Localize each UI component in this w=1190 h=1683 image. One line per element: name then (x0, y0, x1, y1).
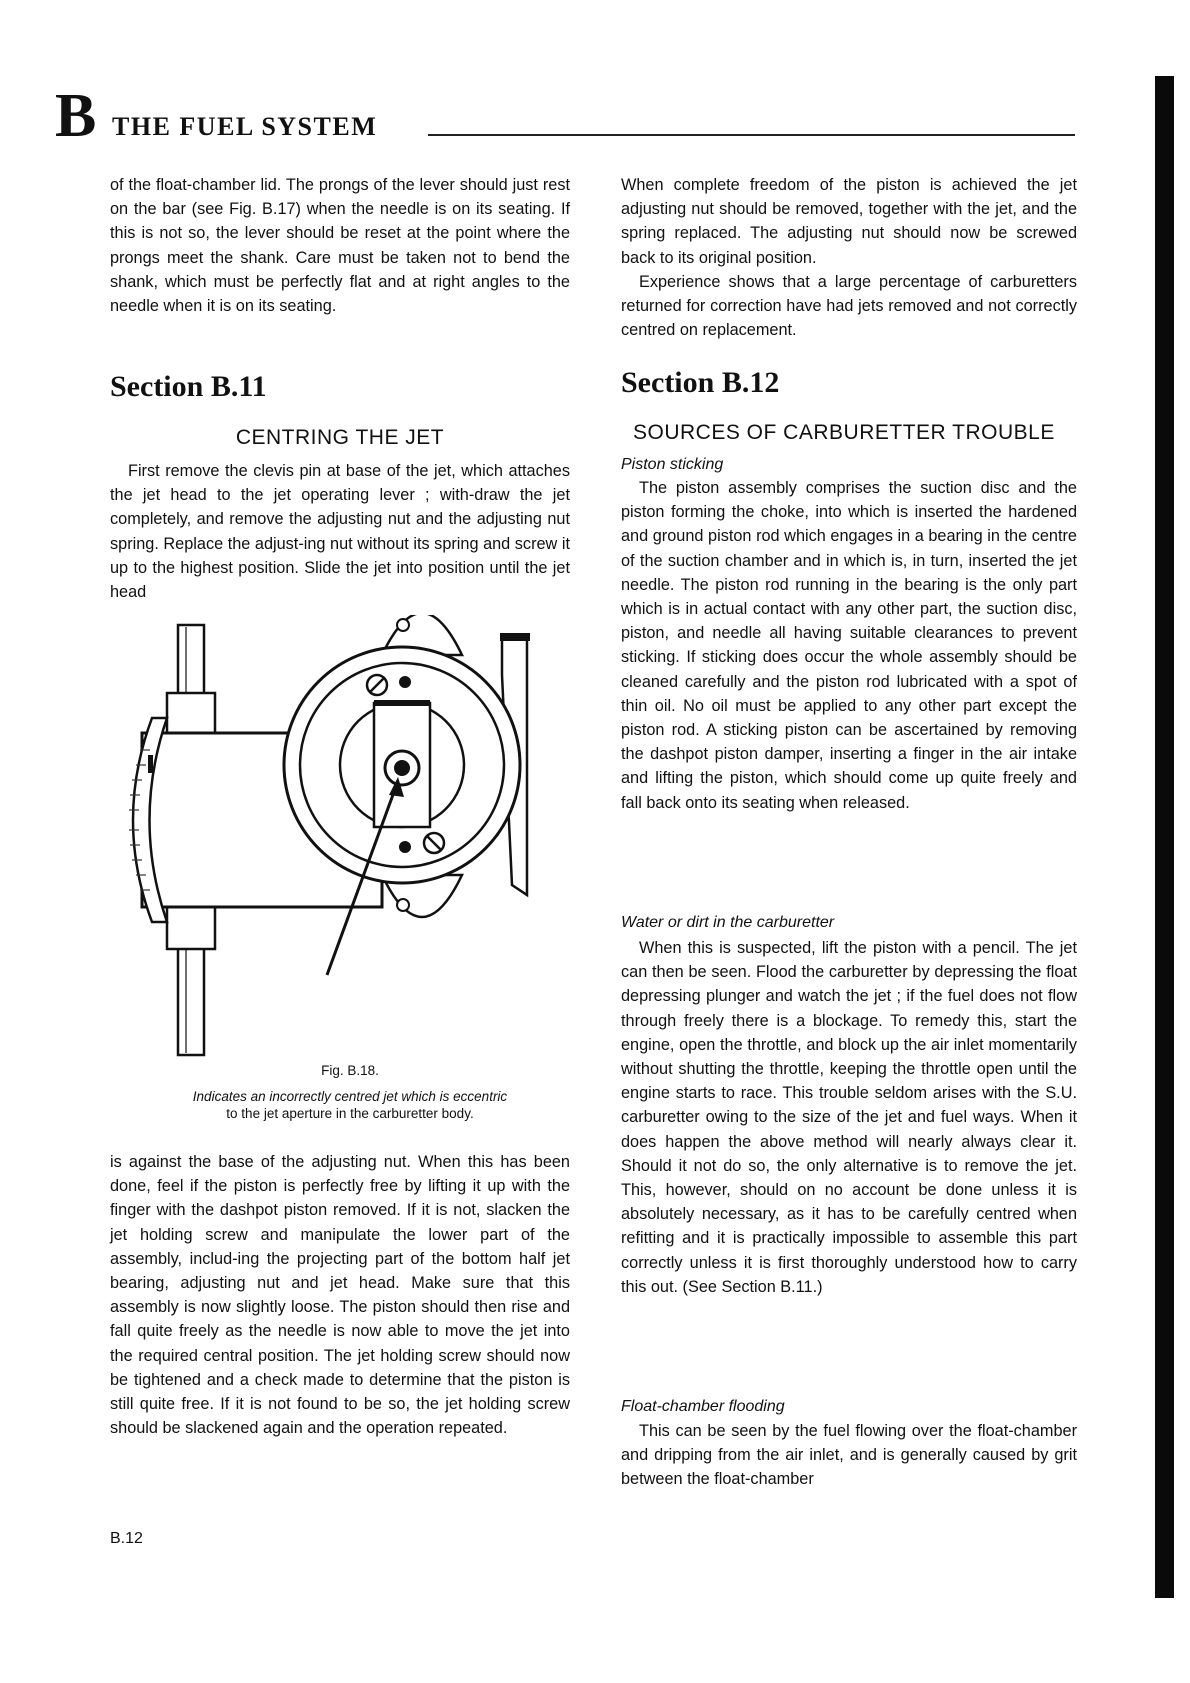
left-intro-text (110, 173, 570, 318)
figure-caption-line-2: to the jet aperture in the carburetter body. (226, 1106, 474, 1121)
right-intro-text (621, 173, 1077, 342)
piston-sticking-paragraph: The piston assembly comprises the suction disc and the piston forming the choke, into which is inserted the hardened and ground piston rod which engages in a bearing in the centre of the suction chamber and in which is, in turn, inserted the jet needle. The piston rod running in the bearing is the only part which is in actual contact with any other part, the suction disc, piston, and needle all having suitable clearances to prevent sticking. If sticking does occur the whole assembly should be cleaned carefully and the piston rod lubricated with a spot of thin oil. No oil must be applied to any other part except the piston rod. A sticking piston can be ascertained by removing the dashpot piston damper, inserting a finger in the air intake and lifting the piston, which should come up quite freely and fall back onto its seating when released. (621, 479, 1077, 812)
rod-top (178, 625, 204, 700)
centring-jet-paragraph-2: is against the base of the adjusting nut. When this has been done, feel if the piston is perfectly free by lifting it up with the finger with the dashpot piston removed. If it is not, slacken the jet holding screw and manipulate the lower part of the assembly, includ-ing the projecting part of the bottom half jet bearing, adjusting nut and jet head. Make sure that this assembly is now slightly loose. The piston should then rise and fall quite freely as the needle is now able to move the jet into the required central position. The jet holding screw should now be tightened and a check made to determine that the piston is still quite free. If it is not found to be so, the jet holding screw should be slackened again and the operation repeated. (110, 1153, 570, 1438)
chapter-title: THE FUEL SYSTEM (112, 112, 378, 141)
float-flooding-paragraph: This can be seen by the fuel flowing over the float-chamber and dripping from the air inlet, and is generally caused by grit between the float-chamber (621, 1422, 1077, 1489)
centring-jet-text (110, 459, 570, 604)
float-flooding-text (621, 1419, 1077, 1492)
page-number: B.12 (110, 1530, 143, 1547)
section-b12-heading: Section B.12 (621, 366, 780, 399)
carburetter-trouble-subheading: SOURCES OF CARBURETTER TROUBLE (633, 421, 1055, 444)
carburetter-jet-diagram (112, 615, 572, 1065)
page-edge-bar (1155, 76, 1174, 1598)
float-flooding-title: Float-chamber flooding (621, 1398, 785, 1415)
header-rule (428, 134, 1075, 136)
chapter-letter: B (55, 82, 97, 150)
piston-sticking-title: Piston sticking (621, 456, 724, 473)
piston-sticking-text (621, 476, 1077, 815)
rod-bottom (178, 945, 204, 1055)
centring-jet-paragraph: First remove the clevis pin at base of the jet, which attaches the jet head to the jet operating lever ; with-draw the jet completely, and remove the adjusting nut and the adjusting nut spring. Replace the adjust-ing nut without its spring and screw it up to the highest position. Slide the jet into position until the jet head (110, 462, 570, 602)
figure-caption-line-1: Indicates an incorrectly centred jet which is eccentric (192, 1089, 508, 1104)
barrel-mark (148, 755, 153, 773)
section-b11-heading: Section B.11 (110, 370, 267, 403)
water-dirt-text (621, 936, 1077, 1299)
figure-caption (130, 1088, 570, 1122)
right-intro-paragraph-1: When complete freedom of the piston is achieved the jet adjusting nut should be removed, together with the jet, and the spring replaced. The adjusting nut should now be screwed back to its original position. (621, 176, 1077, 267)
water-dirt-paragraph: When this is suspected, lift the piston with a pencil. The jet can then be seen. Flood the carburetter by depressing the float depressing plunger and watch the jet ; if the fuel does not flow through freely there is a blockage. To remedy this, start the engine, open the throttle, and block up the air inlet momentarily without shutting the throttle, keeping the throttle open until the engine starts to race. This trouble seldom arises with the S.U. carburetter owing to the size of the jet and fuel ways. When it does happen the above method will nearly always clear it. Should it not do so, the only alternative is to remove the jet. This, however, should on no account be done unless it is absolutely necessary, as it has to be carefully centred when refitting and it is practically impossible to assemble this part correctly unless it is first thoroughly understood how to carry this out. (See Section B.11.) (621, 939, 1077, 1296)
centring-jet-continued (110, 1150, 570, 1440)
figure-label: Fig. B.18. (321, 1063, 379, 1078)
centring-jet-subheading: CENTRING THE JET (235, 426, 445, 449)
left-intro-paragraph: of the float-chamber lid. The prongs of the lever should just rest on the bar (see Fig. B.17) when the needle is on its seating. If this is not so, the lever should be reset at the point where the prongs meet the shank. Care must be taken not to bend the shank, which must be perfectly flat and at right angles to the needle when it is on its seating. (110, 176, 570, 316)
right-intro-paragraph-2: Experience shows that a large percentage of carburetters returned for correction have had jets removed and not correctly centred on replacement. (621, 272, 1077, 340)
water-dirt-title: Water or dirt in the carburetter (621, 914, 835, 931)
